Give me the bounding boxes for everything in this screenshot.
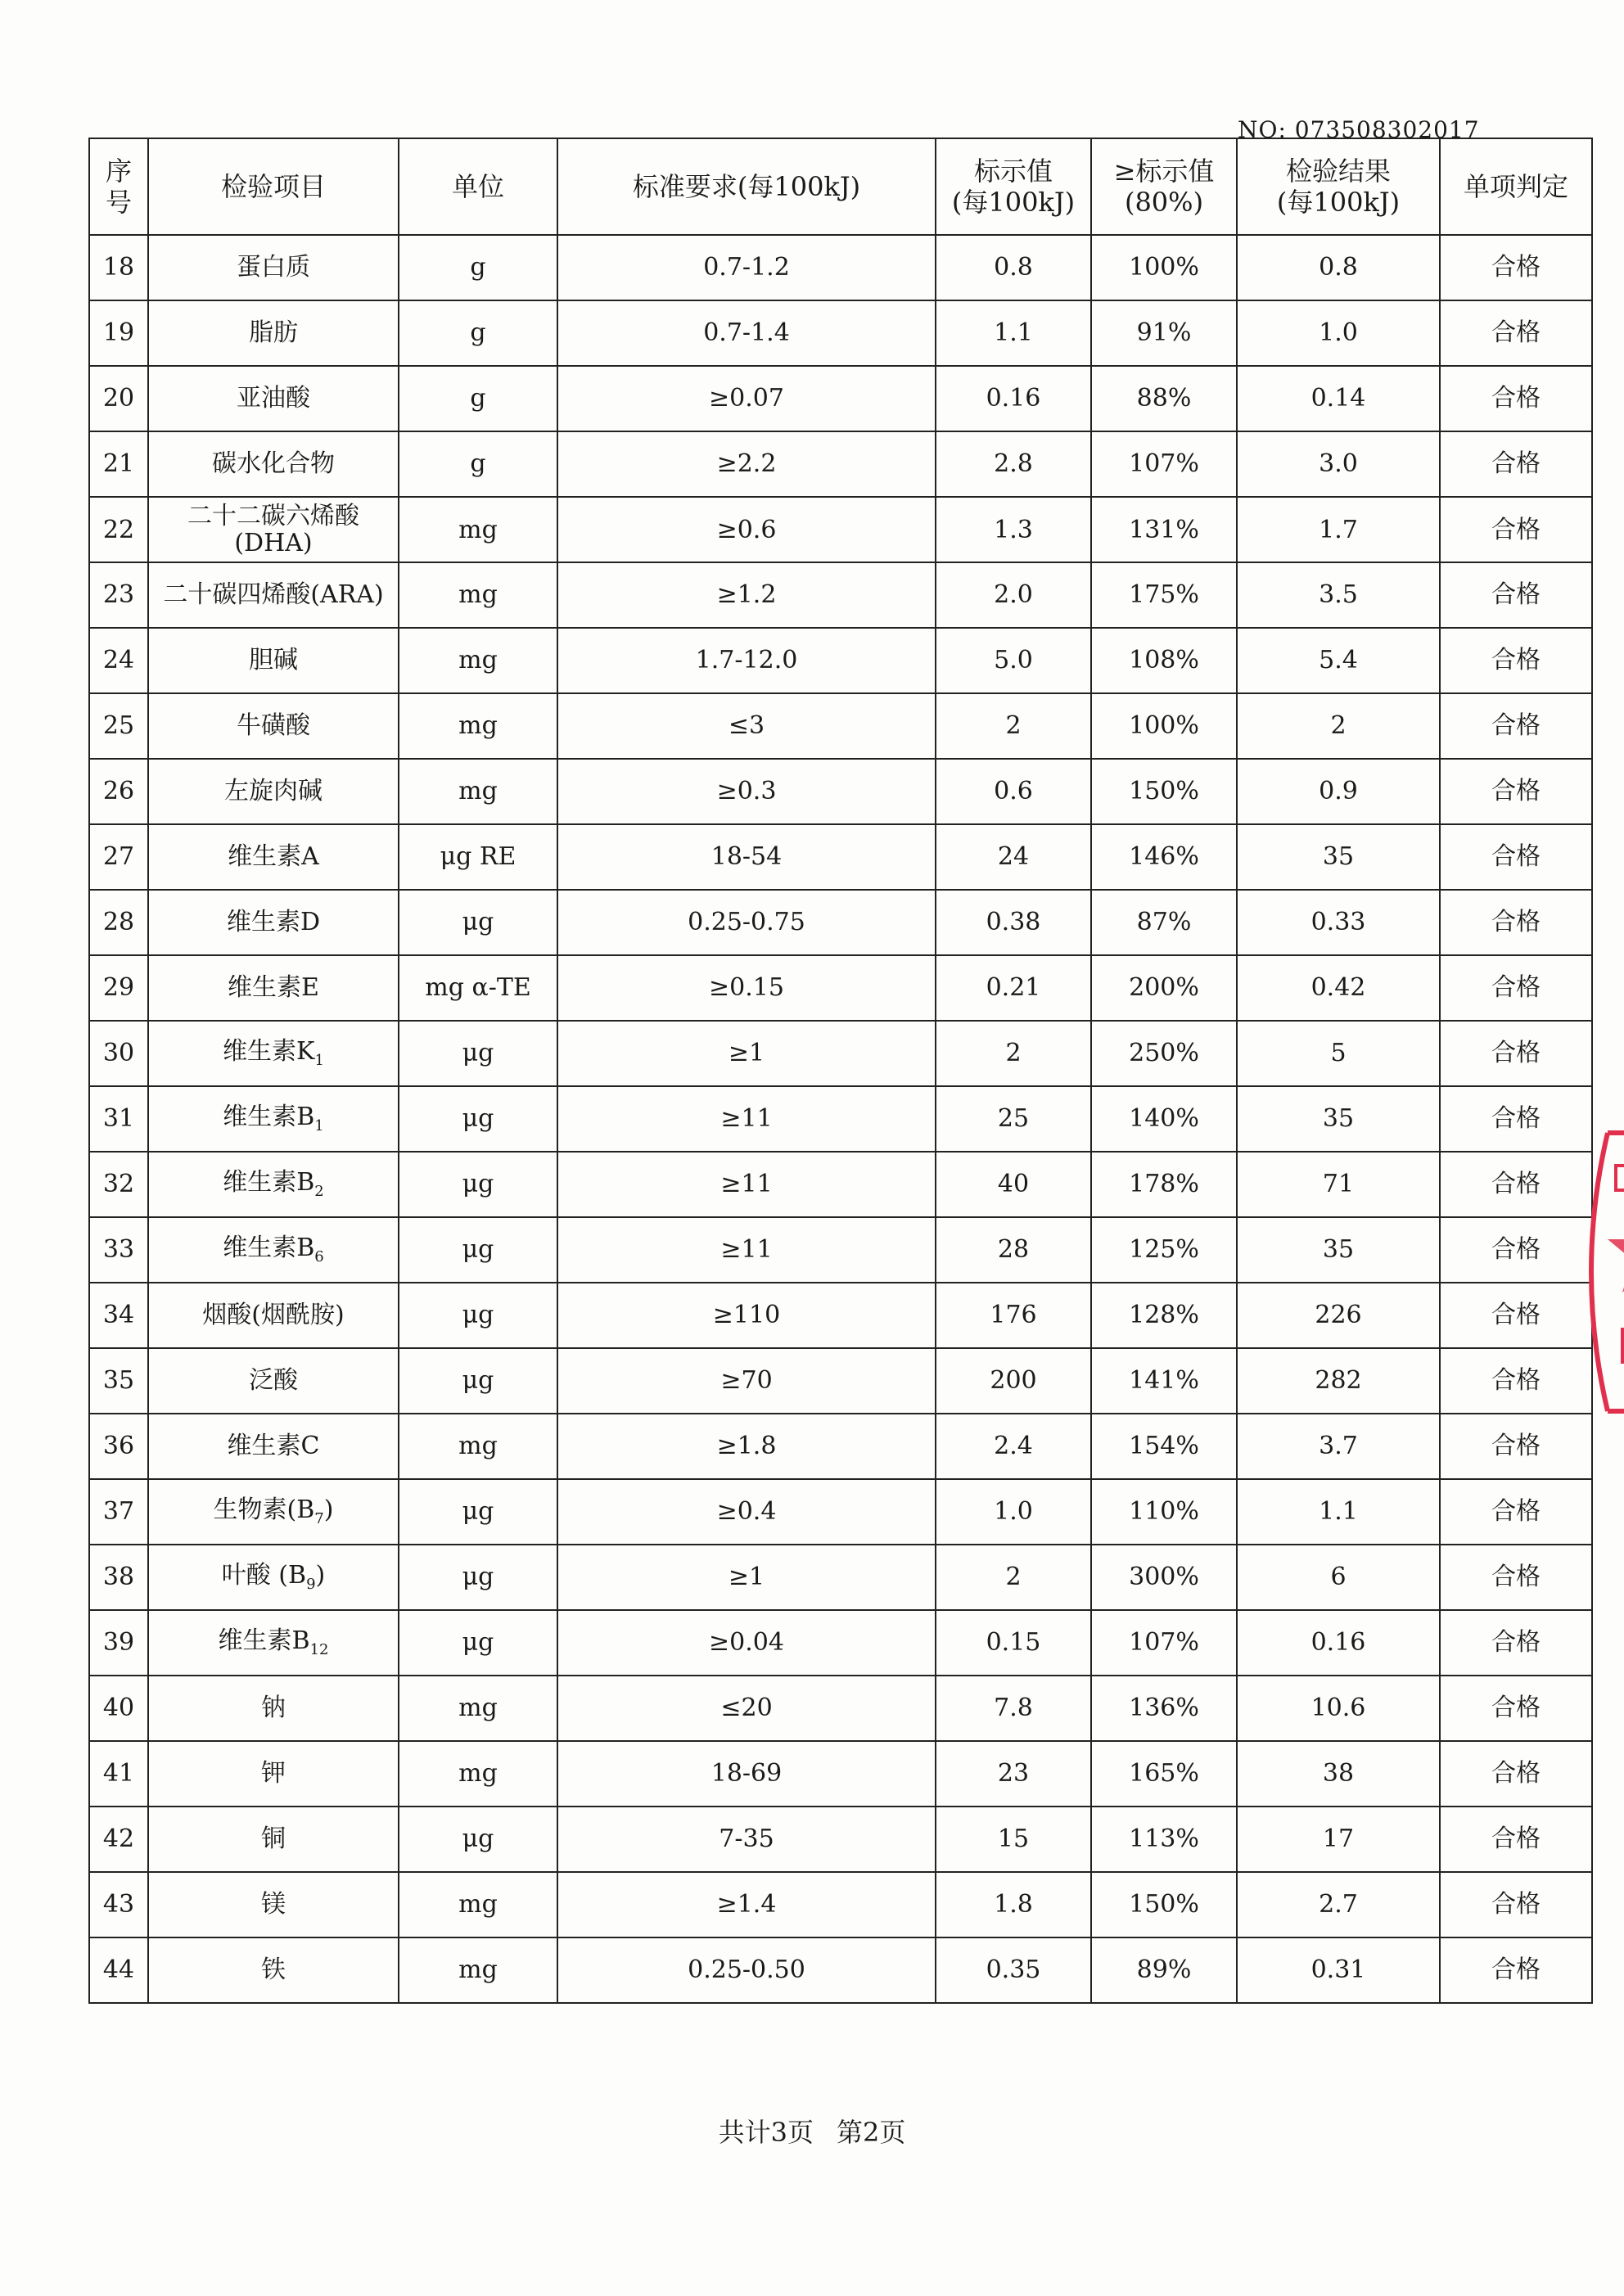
test-result: 35 [1237, 1217, 1440, 1283]
percent-of-label: 107% [1091, 1610, 1237, 1676]
header-cell: ≥标示值 (80%) [1091, 138, 1237, 235]
item-name: 二十二碳六烯酸 (DHA) [148, 497, 399, 562]
row-number: 24 [89, 628, 148, 693]
test-result: 226 [1237, 1283, 1440, 1348]
table-row [89, 1152, 1592, 1217]
table-row [89, 955, 1592, 1021]
header-cell: 检验项目 [148, 138, 399, 235]
percent-of-label: 150% [1091, 759, 1237, 824]
labeled-value: 2 [936, 693, 1091, 759]
standard-requirement: ≥1.8 [557, 1414, 936, 1479]
labeled-value: 200 [936, 1348, 1091, 1414]
unit: mg [399, 1741, 557, 1807]
unit: μg [399, 1217, 557, 1283]
item-name: 铁 [148, 1937, 399, 2003]
table-row [89, 1610, 1592, 1676]
table-row [89, 1741, 1592, 1807]
item-name: 脂肪 [148, 300, 399, 366]
test-result: 0.9 [1237, 759, 1440, 824]
percent-of-label: 131% [1091, 497, 1237, 562]
table-row [89, 1807, 1592, 1872]
total-pages: 共计3页 [718, 2117, 814, 2148]
page-footer [0, 2112, 1624, 2149]
item-name: 镁 [148, 1872, 399, 1937]
percent-of-label: 113% [1091, 1807, 1237, 1872]
unit: μg [399, 1610, 557, 1676]
standard-requirement: ≥1 [557, 1021, 936, 1086]
table-row [89, 1414, 1592, 1479]
judgement: 合格 [1440, 431, 1592, 497]
percent-of-label: 107% [1091, 431, 1237, 497]
unit: mg [399, 1676, 557, 1741]
labeled-value: 0.38 [936, 890, 1091, 955]
standard-requirement: ≤20 [557, 1676, 936, 1741]
unit: μg [399, 1152, 557, 1217]
test-result: 0.31 [1237, 1937, 1440, 2003]
judgement: 合格 [1440, 300, 1592, 366]
standard-requirement: 0.25-0.50 [557, 1937, 936, 2003]
labeled-value: 2.4 [936, 1414, 1091, 1479]
test-result: 35 [1237, 824, 1440, 890]
unit: mg [399, 497, 557, 562]
unit: μg [399, 1021, 557, 1086]
header-cell: 标准要求(每100kJ) [557, 138, 936, 235]
labeled-value: 2 [936, 1021, 1091, 1086]
standard-requirement: ≥0.3 [557, 759, 936, 824]
labeled-value: 15 [936, 1807, 1091, 1872]
row-number: 35 [89, 1348, 148, 1414]
row-number: 19 [89, 300, 148, 366]
header-cell: 序号 [89, 138, 148, 235]
labeled-value: 24 [936, 824, 1091, 890]
row-number: 30 [89, 1021, 148, 1086]
test-result: 282 [1237, 1348, 1440, 1414]
judgement: 合格 [1440, 628, 1592, 693]
standard-requirement: ≥1.2 [557, 562, 936, 628]
standard-requirement: ≥0.07 [557, 366, 936, 431]
percent-of-label: 128% [1091, 1283, 1237, 1348]
item-name: 维生素$B_6$ [148, 1217, 399, 1283]
judgement: 合格 [1440, 1086, 1592, 1152]
unit: μg [399, 1348, 557, 1414]
judgement: 合格 [1440, 1479, 1592, 1545]
header-cell: 标示值 (每100kJ) [936, 138, 1091, 235]
judgement: 合格 [1440, 562, 1592, 628]
standard-requirement: 0.7-1.2 [557, 235, 936, 300]
judgement: 合格 [1440, 1414, 1592, 1479]
unit: mg α-TE [399, 955, 557, 1021]
item-name: 钠 [148, 1676, 399, 1741]
item-name: 叶酸 $(B_9)$ [148, 1545, 399, 1610]
percent-of-label: 146% [1091, 824, 1237, 890]
labeled-value: 2 [936, 1545, 1091, 1610]
table-row [89, 235, 1592, 300]
item-name: 蛋白质 [148, 235, 399, 300]
row-number: 26 [89, 759, 148, 824]
table-row [89, 1348, 1592, 1414]
table-row [89, 300, 1592, 366]
test-result: 5.4 [1237, 628, 1440, 693]
percent-of-label: 100% [1091, 235, 1237, 300]
current-page: 第2页 [837, 2117, 906, 2148]
standard-requirement: ≥1 [557, 1545, 936, 1610]
row-number: 37 [89, 1479, 148, 1545]
standard-requirement: 18-54 [557, 824, 936, 890]
row-number: 39 [89, 1610, 148, 1676]
percent-of-label: 100% [1091, 693, 1237, 759]
row-number: 44 [89, 1937, 148, 2003]
unit: g [399, 431, 557, 497]
judgement: 合格 [1440, 890, 1592, 955]
unit: g [399, 366, 557, 431]
percent-of-label: 87% [1091, 890, 1237, 955]
percent-of-label: 89% [1091, 1937, 1237, 2003]
unit: g [399, 235, 557, 300]
standard-requirement: ≤3 [557, 693, 936, 759]
labeled-value: 2.0 [936, 562, 1091, 628]
judgement: 合格 [1440, 1545, 1592, 1610]
table-row [89, 1545, 1592, 1610]
row-number: 18 [89, 235, 148, 300]
test-result: 38 [1237, 1741, 1440, 1807]
test-result: 1.1 [1237, 1479, 1440, 1545]
judgement: 合格 [1440, 235, 1592, 300]
labeled-value: 0.21 [936, 955, 1091, 1021]
percent-of-label: 200% [1091, 955, 1237, 1021]
standard-requirement: ≥70 [557, 1348, 936, 1414]
row-number: 20 [89, 366, 148, 431]
table-row [89, 693, 1592, 759]
judgement: 合格 [1440, 1283, 1592, 1348]
labeled-value: 1.1 [936, 300, 1091, 366]
table-row [89, 1872, 1592, 1937]
percent-of-label: 300% [1091, 1545, 1237, 1610]
table-row [89, 890, 1592, 955]
labeled-value: 1.3 [936, 497, 1091, 562]
unit: mg [399, 759, 557, 824]
row-number: 43 [89, 1872, 148, 1937]
percent-of-label: 136% [1091, 1676, 1237, 1741]
header-cell: 单位 [399, 138, 557, 235]
table-header-row [89, 138, 1592, 235]
labeled-value: 1.0 [936, 1479, 1091, 1545]
header-cell: 单项判定 [1440, 138, 1592, 235]
table-row [89, 562, 1592, 628]
unit: g [399, 300, 557, 366]
standard-requirement: 0.25-0.75 [557, 890, 936, 955]
standard-requirement: 7-35 [557, 1807, 936, 1872]
table-row [89, 1217, 1592, 1283]
item-name: 烟酸(烟酰胺) [148, 1283, 399, 1348]
labeled-value: 0.16 [936, 366, 1091, 431]
item-name: 牛磺酸 [148, 693, 399, 759]
judgement: 合格 [1440, 1807, 1592, 1872]
labeled-value: 1.8 [936, 1872, 1091, 1937]
unit: mg [399, 1937, 557, 2003]
standard-requirement: ≥2.2 [557, 431, 936, 497]
table-row [89, 759, 1592, 824]
row-number: 25 [89, 693, 148, 759]
unit: μg [399, 1479, 557, 1545]
judgement: 合格 [1440, 1021, 1592, 1086]
standard-requirement: ≥0.04 [557, 1610, 936, 1676]
standard-requirement: ≥11 [557, 1217, 936, 1283]
percent-of-label: 91% [1091, 300, 1237, 366]
row-number: 36 [89, 1414, 148, 1479]
row-number: 22 [89, 497, 148, 562]
labeled-value: 7.8 [936, 1676, 1091, 1741]
item-name: 维生素$K_1$ [148, 1021, 399, 1086]
labeled-value: 0.8 [936, 235, 1091, 300]
table-row [89, 431, 1592, 497]
test-result: 0.42 [1237, 955, 1440, 1021]
judgement: 合格 [1440, 1872, 1592, 1937]
percent-of-label: 88% [1091, 366, 1237, 431]
judgement: 合格 [1440, 1152, 1592, 1217]
judgement: 合格 [1440, 693, 1592, 759]
test-result: 10.6 [1237, 1676, 1440, 1741]
item-name: 维生素D [148, 890, 399, 955]
item-name: 二十碳四烯酸(ARA) [148, 562, 399, 628]
unit: mg [399, 562, 557, 628]
test-result: 1.7 [1237, 497, 1440, 562]
table-row [89, 366, 1592, 431]
unit: μg [399, 1545, 557, 1610]
test-result: 71 [1237, 1152, 1440, 1217]
percent-of-label: 178% [1091, 1152, 1237, 1217]
row-number: 32 [89, 1152, 148, 1217]
item-name: 维生素$B_{12}$ [148, 1610, 399, 1676]
unit: μg [399, 890, 557, 955]
standard-requirement: 1.7-12.0 [557, 628, 936, 693]
standard-requirement: ≥0.15 [557, 955, 936, 1021]
labeled-value: 2.8 [936, 431, 1091, 497]
labeled-value: 176 [936, 1283, 1091, 1348]
header-cell: 检验结果 (每100kJ) [1237, 138, 1440, 235]
labeled-value: 0.35 [936, 1937, 1091, 2003]
table-row [89, 1086, 1592, 1152]
percent-of-label: 110% [1091, 1479, 1237, 1545]
test-result: 35 [1237, 1086, 1440, 1152]
percent-of-label: 165% [1091, 1741, 1237, 1807]
judgement: 合格 [1440, 759, 1592, 824]
standard-requirement: 0.7-1.4 [557, 300, 936, 366]
percent-of-label: 154% [1091, 1414, 1237, 1479]
percent-of-label: 141% [1091, 1348, 1237, 1414]
table-row [89, 1479, 1592, 1545]
item-name: 维生素$B_1$ [148, 1086, 399, 1152]
standard-requirement: ≥0.4 [557, 1479, 936, 1545]
row-number: 33 [89, 1217, 148, 1283]
judgement: 合格 [1440, 1676, 1592, 1741]
percent-of-label: 125% [1091, 1217, 1237, 1283]
row-number: 27 [89, 824, 148, 890]
row-number: 34 [89, 1283, 148, 1348]
test-result: 0.16 [1237, 1610, 1440, 1676]
test-result: 3.0 [1237, 431, 1440, 497]
labeled-value: 23 [936, 1741, 1091, 1807]
judgement: 合格 [1440, 955, 1592, 1021]
item-name: 钾 [148, 1741, 399, 1807]
item-name: 碳水化合物 [148, 431, 399, 497]
percent-of-label: 250% [1091, 1021, 1237, 1086]
test-result: 0.33 [1237, 890, 1440, 955]
standard-requirement: ≥110 [557, 1283, 936, 1348]
judgement: 合格 [1440, 824, 1592, 890]
labeled-value: 25 [936, 1086, 1091, 1152]
labeled-value: 40 [936, 1152, 1091, 1217]
table-row [89, 1937, 1592, 2003]
judgement: 合格 [1440, 1610, 1592, 1676]
table-row [89, 1283, 1592, 1348]
item-name: 维生素C [148, 1414, 399, 1479]
table-row [89, 824, 1592, 890]
item-name: 维生素A [148, 824, 399, 890]
table-row [89, 497, 1592, 562]
item-name: 胆碱 [148, 628, 399, 693]
unit: mg [399, 628, 557, 693]
standard-requirement: ≥11 [557, 1086, 936, 1152]
judgement: 合格 [1440, 366, 1592, 431]
row-number: 29 [89, 955, 148, 1021]
test-result: 6 [1237, 1545, 1440, 1610]
judgement: 合格 [1440, 1937, 1592, 2003]
test-result: 3.5 [1237, 562, 1440, 628]
judgement: 合格 [1440, 1348, 1592, 1414]
standard-requirement: ≥11 [557, 1152, 936, 1217]
labeled-value: 28 [936, 1217, 1091, 1283]
labeled-value: 0.15 [936, 1610, 1091, 1676]
unit: μg [399, 1086, 557, 1152]
unit: μg [399, 1283, 557, 1348]
item-name: 维生素$B_2$ [148, 1152, 399, 1217]
row-number: 38 [89, 1545, 148, 1610]
table-row [89, 628, 1592, 693]
unit: mg [399, 1872, 557, 1937]
percent-of-label: 175% [1091, 562, 1237, 628]
row-number: 21 [89, 431, 148, 497]
row-number: 31 [89, 1086, 148, 1152]
percent-of-label: 108% [1091, 628, 1237, 693]
unit: mg [399, 1414, 557, 1479]
test-result: 0.8 [1237, 235, 1440, 300]
unit: μg RE [399, 824, 557, 890]
table-row [89, 1676, 1592, 1741]
row-number: 42 [89, 1807, 148, 1872]
judgement: 合格 [1440, 1741, 1592, 1807]
test-result: 1.0 [1237, 300, 1440, 366]
unit: mg [399, 693, 557, 759]
inspection-results-table [88, 138, 1593, 2004]
judgement: 合格 [1440, 497, 1592, 562]
test-result: 2.7 [1237, 1872, 1440, 1937]
test-result: 0.14 [1237, 366, 1440, 431]
test-result: 2 [1237, 693, 1440, 759]
item-name: 泛酸 [148, 1348, 399, 1414]
unit: μg [399, 1807, 557, 1872]
row-number: 41 [89, 1741, 148, 1807]
test-result: 3.7 [1237, 1414, 1440, 1479]
standard-requirement: 18-69 [557, 1741, 936, 1807]
row-number: 40 [89, 1676, 148, 1741]
percent-of-label: 150% [1091, 1872, 1237, 1937]
row-number: 23 [89, 562, 148, 628]
standard-requirement: ≥0.6 [557, 497, 936, 562]
standard-requirement: ≥1.4 [557, 1872, 936, 1937]
item-name: 维生素E [148, 955, 399, 1021]
item-name: 生物素$(B_7)$ [148, 1479, 399, 1545]
row-number: 28 [89, 890, 148, 955]
labeled-value: 5.0 [936, 628, 1091, 693]
test-result: 17 [1237, 1807, 1440, 1872]
test-result: 5 [1237, 1021, 1440, 1086]
item-name: 铜 [148, 1807, 399, 1872]
judgement: 合格 [1440, 1217, 1592, 1283]
table-row [89, 1021, 1592, 1086]
item-name: 左旋肉碱 [148, 759, 399, 824]
item-name: 亚油酸 [148, 366, 399, 431]
labeled-value: 0.6 [936, 759, 1091, 824]
report-number: NO: 073508302017 [1238, 116, 1480, 143]
percent-of-label: 140% [1091, 1086, 1237, 1152]
